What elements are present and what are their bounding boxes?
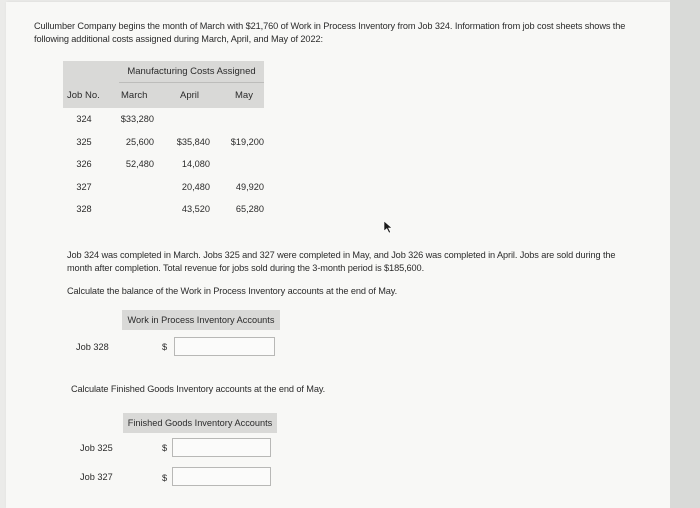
- job-number: 326: [76, 159, 92, 169]
- fg-job-327-input[interactable]: [172, 467, 271, 486]
- fg-row-label: Job 325: [80, 443, 113, 453]
- job-number: 327: [76, 182, 92, 192]
- group-header: Manufacturing Costs Assigned: [127, 66, 256, 77]
- wip-row-label: Job 328: [76, 342, 109, 352]
- col-march: March: [121, 90, 148, 101]
- fg-row-label: Job 327: [80, 472, 113, 482]
- may-cost: 65,280: [235, 204, 264, 214]
- currency-symbol: $: [162, 473, 168, 483]
- job-number: 324: [76, 114, 92, 124]
- fg-job-325-input[interactable]: [172, 438, 271, 457]
- intro-text: Cullumber Company begins the month of March with $21,760 of Work in Process Inventory from Job 324. Information from job cost sheets shows the following additional costs assigned during March, April, and May of 2022:: [34, 21, 626, 44]
- wip-header: Work in Process Inventory Accounts: [122, 310, 280, 330]
- fg-header: Finished Goods Inventory Accounts: [123, 413, 277, 433]
- job-number: 325: [76, 137, 92, 147]
- job-number: 328: [76, 204, 92, 214]
- header-divider: [119, 82, 264, 83]
- april-cost: 43,520: [181, 204, 210, 214]
- may-cost: 49,920: [235, 182, 264, 192]
- window-edge: [670, 0, 700, 508]
- april-cost: 14,080: [181, 159, 210, 169]
- currency-symbol: $: [162, 443, 168, 453]
- col-job: Job No.: [67, 90, 100, 101]
- april-cost: $35,840: [176, 137, 210, 147]
- currency-symbol: $: [162, 342, 168, 352]
- wip-job-328-input[interactable]: [174, 337, 275, 356]
- may-cost: $19,200: [230, 137, 264, 147]
- cost-table-header: [63, 61, 264, 108]
- april-cost: 20,480: [181, 182, 210, 192]
- wip-prompt: Calculate the balance of the Work in Process Inventory accounts at the end of May.: [67, 286, 398, 296]
- completion-text: Job 324 was completed in March. Jobs 325 and 327 were completed in May, and Job 326 was completed in April. Jobs are sold during the month after completion. Total revenue for jobs sold during the 3-month period is $185,600.: [67, 250, 616, 273]
- march-cost: 25,600: [125, 137, 154, 147]
- fg-prompt: Calculate Finished Goods Inventory accounts at the end of May.: [71, 384, 326, 394]
- col-may: May: [235, 90, 253, 101]
- march-cost: 52,480: [125, 159, 154, 169]
- col-april: April: [180, 90, 200, 101]
- mouse-pointer-icon: [383, 220, 395, 234]
- march-cost: $33,280: [120, 114, 154, 124]
